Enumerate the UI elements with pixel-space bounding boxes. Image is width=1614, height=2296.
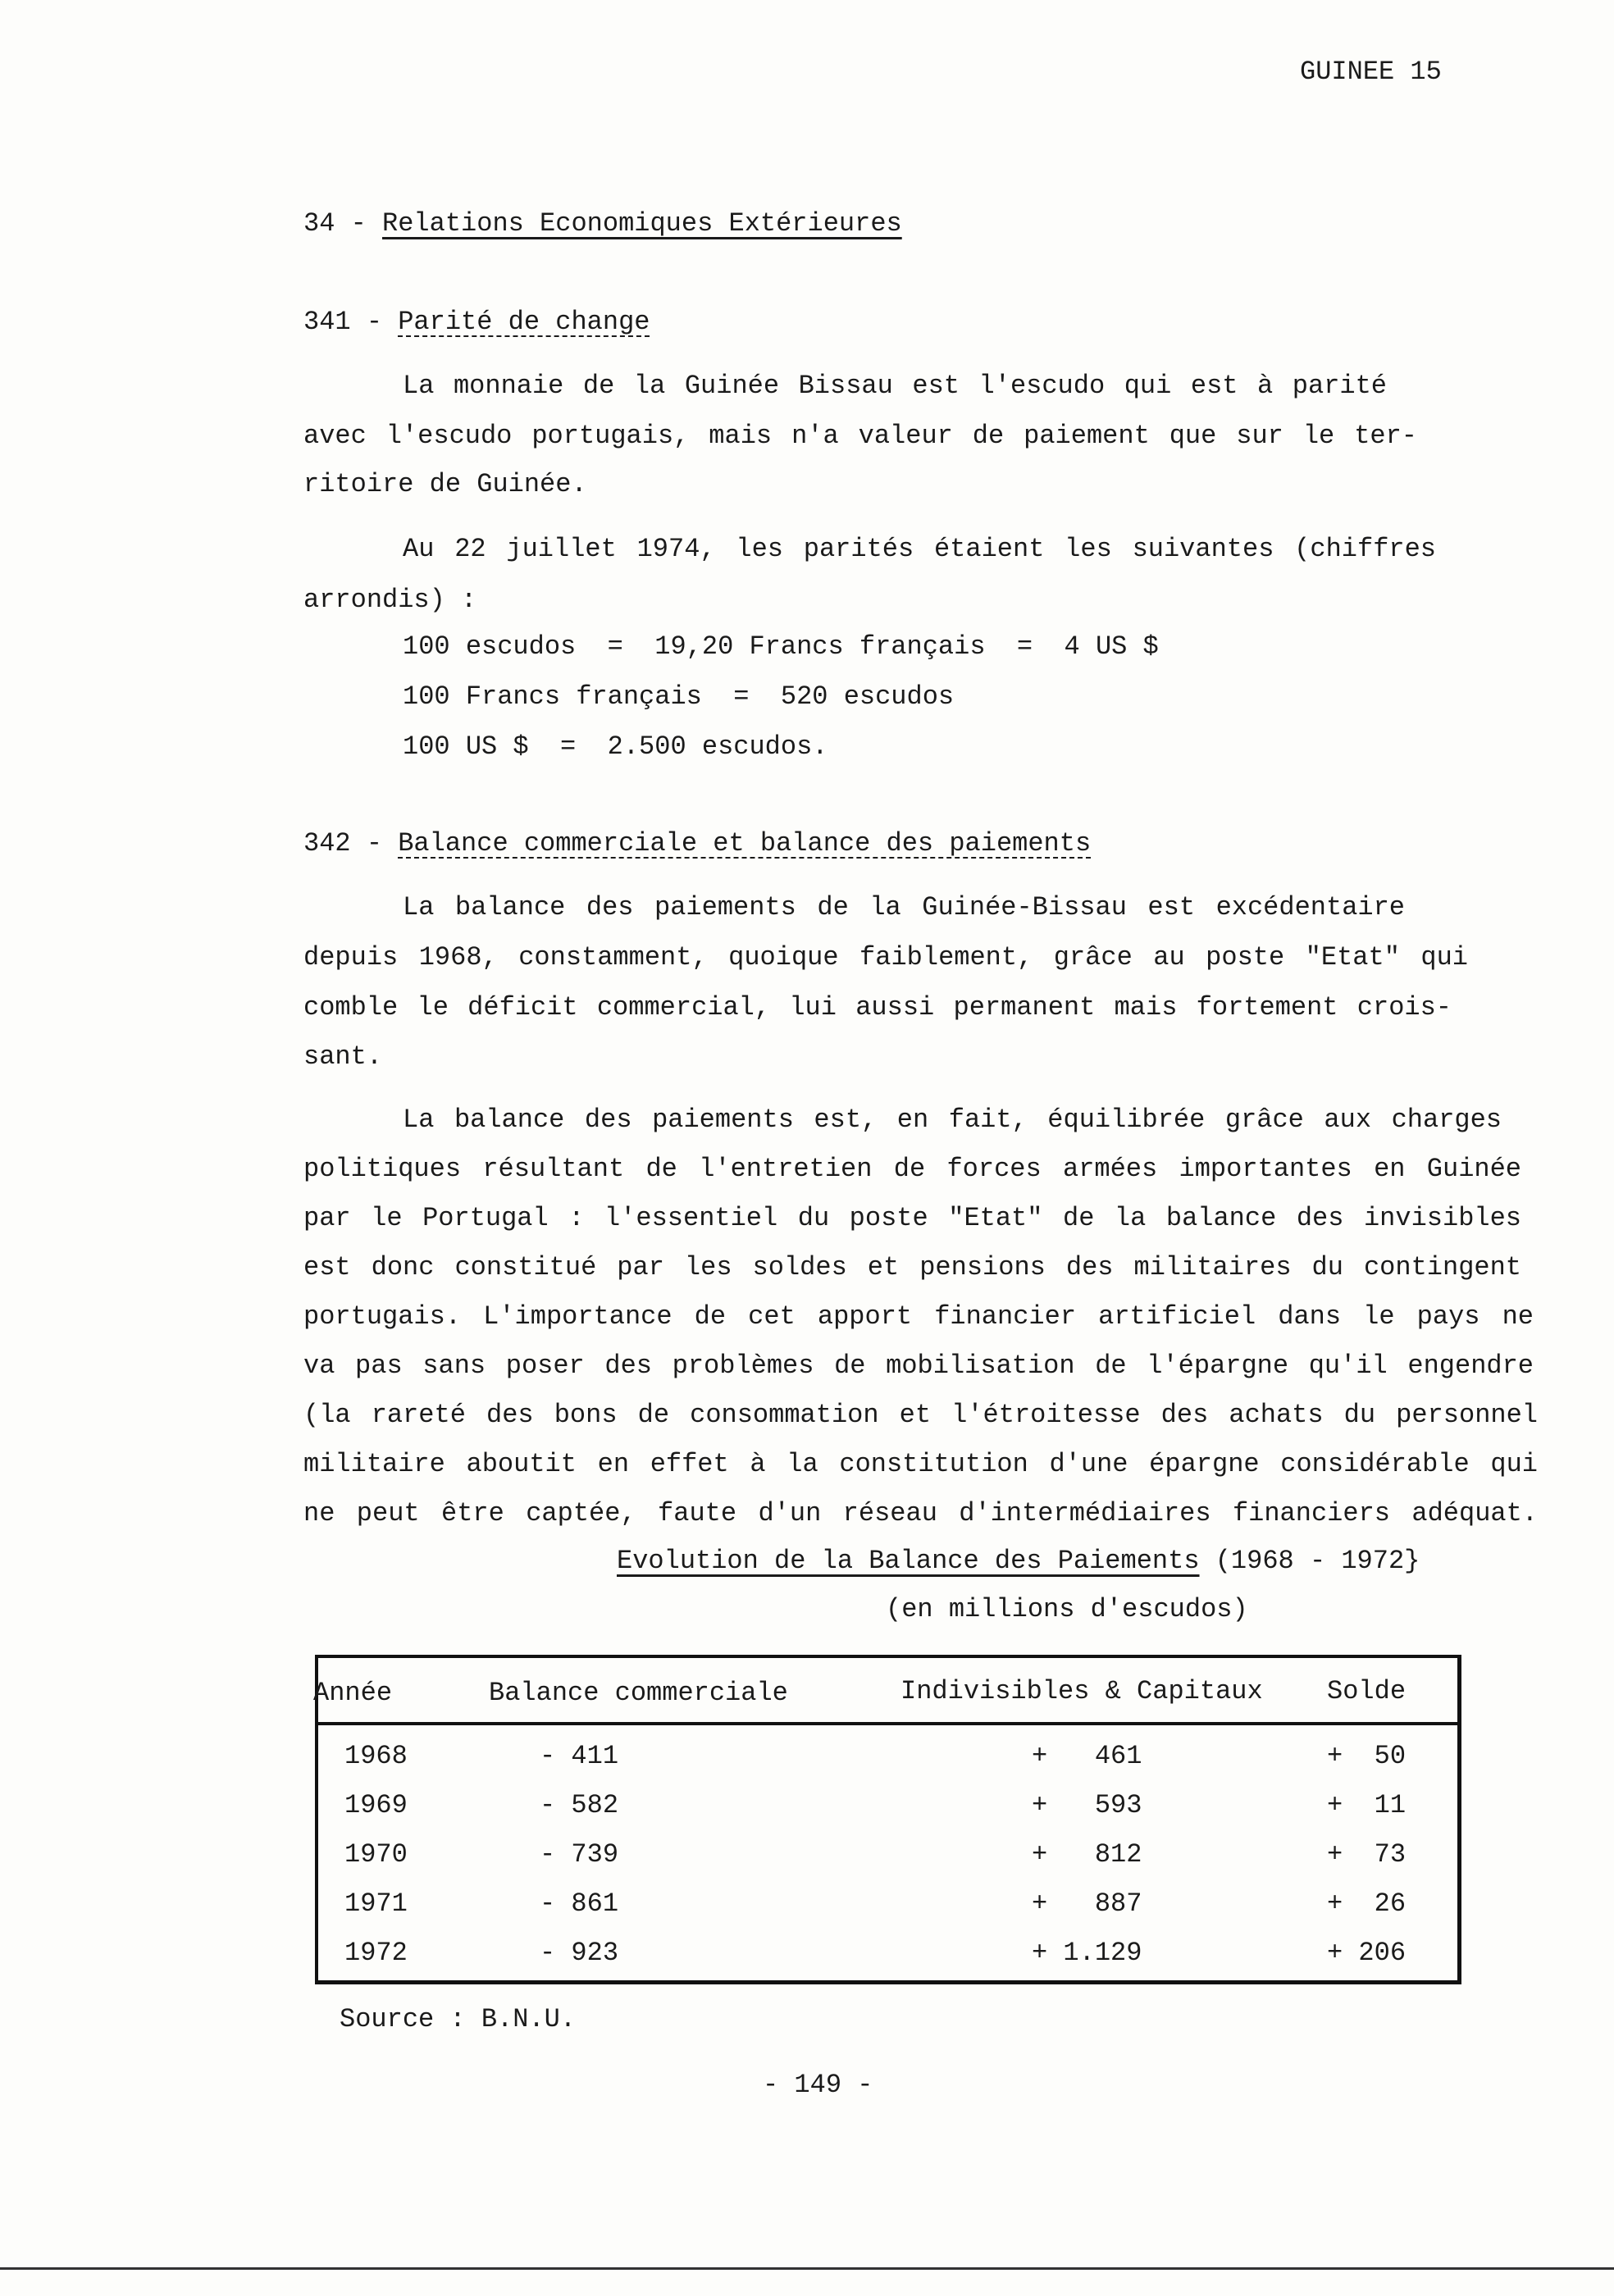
section-title: Balance commerciale et balance des paiements <box>398 828 1092 859</box>
table-title <box>617 1545 1420 1578</box>
table-cell: + 812 <box>1032 1839 1142 1870</box>
balance-table <box>315 1655 1461 1984</box>
header-divider <box>318 1722 1457 1725</box>
table-cell: 1969 <box>344 1790 408 1820</box>
table-cell: 1971 <box>344 1888 408 1919</box>
paragraph-line: arrondis) : <box>303 585 477 615</box>
table-cell: + 461 <box>1032 1741 1142 1771</box>
paragraph-line: est donc constitué par les soldes et pensions des militaires du contingent <box>303 1252 1521 1282</box>
column-header: Indivisibles & Capitaux <box>900 1676 1263 1706</box>
running-header: GUINEE 15 <box>1300 57 1442 87</box>
section-title: Parité de change <box>398 307 650 337</box>
paragraph-line: La balance des paiements de la Guinée-Bissau est excédentaire <box>403 892 1405 922</box>
section-number: 342 - <box>303 828 383 859</box>
table-cell: + 887 <box>1032 1888 1142 1919</box>
parity-line: 100 US $ = 2.500 escudos. <box>403 731 828 762</box>
table-cell: + 50 <box>1327 1741 1407 1771</box>
table-cell: - 923 <box>540 1938 619 1968</box>
table-subtitle: (en millions d'escudos) <box>886 1594 1248 1624</box>
paragraph-line: comble le déficit commercial, lui aussi permanent mais fortement crois- <box>303 992 1452 1023</box>
paragraph-line: avec l'escudo portugais, mais n'a valeur de paiement que sur le ter- <box>303 421 1417 451</box>
section-342-heading <box>303 827 1091 860</box>
table-cell: + 11 <box>1327 1790 1407 1820</box>
table-title-years: (1968 - 1972} <box>1215 1546 1420 1576</box>
table-cell: 1972 <box>344 1938 408 1968</box>
paragraph-line: sant. <box>303 1041 383 1072</box>
table-title-text: Evolution de la Balance des Paiements <box>617 1546 1200 1576</box>
paragraph-line: militaire aboutit en effet à la constitution d'une épargne considérable qui <box>303 1449 1538 1479</box>
table-cell: + 206 <box>1327 1938 1407 1968</box>
paragraph-line: ne peut être captée, faute d'un réseau d'intermédiaires financiers adéquat. <box>303 1498 1538 1528</box>
table-cell: - 582 <box>540 1790 619 1820</box>
paragraph-line: politiques résultant de l'entretien de forces armées importantes en Guinée <box>303 1154 1521 1184</box>
table-cell: + 73 <box>1327 1839 1407 1870</box>
paragraph-line: depuis 1968, constamment, quoique faiblement, grâce au poste "Etat" qui <box>303 942 1468 973</box>
column-header: Balance commerciale <box>489 1678 788 1708</box>
table-cell: - 739 <box>540 1839 619 1870</box>
table-cell: - 861 <box>540 1888 619 1919</box>
table-cell: - 411 <box>540 1741 619 1771</box>
table-cell: 1970 <box>344 1839 408 1870</box>
parity-line: 100 escudos = 19,20 Francs français = 4 US $ <box>403 631 1159 662</box>
paragraph-line: Au 22 juillet 1974, les parités étaient les suivantes (chiffres <box>403 534 1436 564</box>
table-cell: + 26 <box>1327 1888 1407 1919</box>
paragraph-line: ritoire de Guinée. <box>303 469 587 499</box>
table-cell: + 593 <box>1032 1790 1142 1820</box>
paragraph-line: (la rareté des bons de consommation et l'étroitesse des achats du personnel <box>303 1400 1538 1430</box>
section-title: Relations Economiques Extérieures <box>382 208 902 239</box>
column-header: Solde <box>1327 1676 1407 1706</box>
table-cell: + 1.129 <box>1032 1938 1142 1968</box>
section-34-heading <box>303 207 902 240</box>
paragraph-line: La monnaie de la Guinée Bissau est l'escudo qui est à parité <box>403 371 1387 401</box>
column-header: Année <box>313 1678 393 1708</box>
bottom-rule <box>0 2267 1614 2270</box>
paragraph-line: va pas sans poser des problèmes de mobilisation de l'épargne qu'il engendre <box>303 1351 1534 1381</box>
parity-line: 100 Francs français = 520 escudos <box>403 681 955 712</box>
paragraph-line: par le Portugal : l'essentiel du poste "Etat" de la balance des invisibles <box>303 1203 1521 1233</box>
paragraph-line: La balance des paiements est, en fait, équilibrée grâce aux charges <box>403 1105 1502 1135</box>
section-341-heading <box>303 306 650 339</box>
section-number: 34 - <box>303 208 367 239</box>
section-number: 341 - <box>303 307 383 337</box>
page-number: - 149 - <box>763 2070 873 2100</box>
table-cell: 1968 <box>344 1741 408 1771</box>
paragraph-line: portugais. L'importance de cet apport financier artificiel dans le pays ne <box>303 1301 1534 1332</box>
table-source: Source : B.N.U. <box>340 2004 577 2034</box>
